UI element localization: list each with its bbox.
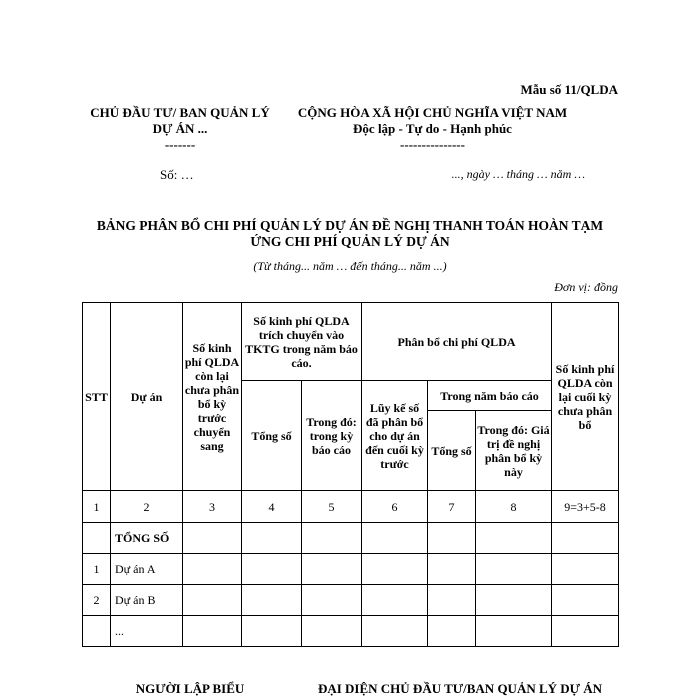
table-cell: [183, 554, 242, 585]
total-row: [83, 523, 619, 554]
table-cell: [428, 616, 476, 647]
col-number: 9=3+5-8: [552, 491, 619, 523]
table-cell: [242, 554, 302, 585]
table-cell: [476, 554, 552, 585]
table-cell: [428, 554, 476, 585]
document-date: ..., ngày … tháng … năm …: [451, 167, 585, 181]
col-number: 4: [242, 491, 302, 523]
document-title: [80, 218, 620, 250]
header-allocation: Phân bổ chi phí QLDA: [362, 303, 552, 381]
header-prior-balance: Số kinh phí QLDA còn lại chưa phân bổ kỳ trước chuyển sang: [183, 303, 242, 491]
header-project: Dự án: [111, 303, 183, 491]
table-cell: [302, 523, 362, 554]
table-cell: [552, 554, 619, 585]
total-label: TỔNG SỐ: [111, 523, 183, 554]
table-row: [83, 585, 619, 616]
investor-header-line2: DỰ ÁN ...: [152, 121, 208, 136]
national-header-line2: Độc lập - Tự do - Hạnh phúc: [353, 121, 512, 136]
table-cell: [183, 523, 242, 554]
table-cell: [552, 585, 619, 616]
national-header: [285, 105, 580, 153]
table-cell: [476, 523, 552, 554]
header-transferred-funds: Số kinh phí QLDA trích chuyển vào TKTG trong năm báo cáo.: [242, 303, 362, 381]
national-header-line1: CỘNG HÒA XÃ HỘI CHỦ NGHĨA VIỆT NAM: [297, 105, 568, 120]
col-number: 5: [302, 491, 362, 523]
row-project-name: Dự án A: [111, 554, 183, 585]
document-number: Số: …: [160, 167, 194, 182]
header-in-period: Trong đó: trong kỳ báo cáo: [302, 381, 362, 491]
table-cell: [183, 616, 242, 647]
table-cell: [476, 616, 552, 647]
allocation-table: [82, 302, 619, 647]
document-title-line1: BẢNG PHÂN BỔ CHI PHÍ QUẢN LÝ DỰ ÁN ĐỀ NGHỊ THANH TOÁN HOÀN TẠM: [96, 218, 604, 233]
header-total: Tổng số: [242, 381, 302, 491]
table-cell: [428, 523, 476, 554]
row-stt: [83, 616, 111, 647]
col-number: 1: [83, 491, 111, 523]
column-number-row: [83, 491, 619, 523]
header-in-year: Trong năm báo cáo: [428, 381, 552, 411]
table-cell: [362, 523, 428, 554]
col-number: 6: [362, 491, 428, 523]
table-cell: [552, 616, 619, 647]
table-cell: [362, 554, 428, 585]
table-cell: [302, 554, 362, 585]
table-cell: [242, 523, 302, 554]
table-cell: [476, 585, 552, 616]
report-period: (Từ tháng... năm … đến tháng... năm ...): [253, 259, 447, 273]
row-project-name: ...: [111, 616, 183, 647]
form-code: Mẫu số 11/QLDA: [520, 82, 618, 97]
table-header-row: [83, 303, 619, 381]
header-year-total: Tổng số: [428, 411, 476, 491]
national-header-divider: ---------------: [400, 137, 465, 152]
col-number: 2: [111, 491, 183, 523]
table-cell: [242, 616, 302, 647]
row-stt: 1: [83, 554, 111, 585]
table-cell: [362, 616, 428, 647]
document-title-line2: ỨNG CHI PHÍ QUẢN LÝ DỰ ÁN: [250, 234, 450, 249]
table-cell: [362, 585, 428, 616]
table-cell: [242, 585, 302, 616]
representative-signature-title: ĐẠI DIỆN CHỦ ĐẦU TƯ/BAN QUẢN LÝ DỰ ÁN: [317, 681, 603, 696]
table-row: [83, 554, 619, 585]
header-stt: STT: [83, 303, 111, 491]
col-number: 8: [476, 491, 552, 523]
header-remaining-balance: Số kinh phí QLDA còn lại cuối kỳ chưa phân bổ: [552, 303, 619, 491]
investor-header-divider: -------: [164, 137, 196, 152]
col-number: 3: [183, 491, 242, 523]
investor-header: [78, 105, 282, 153]
table-row: [83, 616, 619, 647]
investor-header-line1: CHỦ ĐẦU TƯ/ BAN QUẢN LÝ: [90, 105, 270, 120]
col-number: 7: [428, 491, 476, 523]
table-cell: [428, 585, 476, 616]
row-stt: 2: [83, 585, 111, 616]
table-cell: [302, 616, 362, 647]
preparer-signature-title: NGƯỜI LẬP BIỂU: [135, 681, 245, 696]
header-cumulative: Lũy kế số đã phân bổ cho dự án đến cuối kỳ trước: [362, 381, 428, 491]
table-cell: [302, 585, 362, 616]
header-proposed-value: Trong đó: Giá trị đề nghị phân bổ kỳ này: [476, 411, 552, 491]
currency-unit: Đơn vị: đồng: [554, 280, 618, 294]
total-stt: [83, 523, 111, 554]
row-project-name: Dự án B: [111, 585, 183, 616]
table-cell: [552, 523, 619, 554]
table-cell: [183, 585, 242, 616]
